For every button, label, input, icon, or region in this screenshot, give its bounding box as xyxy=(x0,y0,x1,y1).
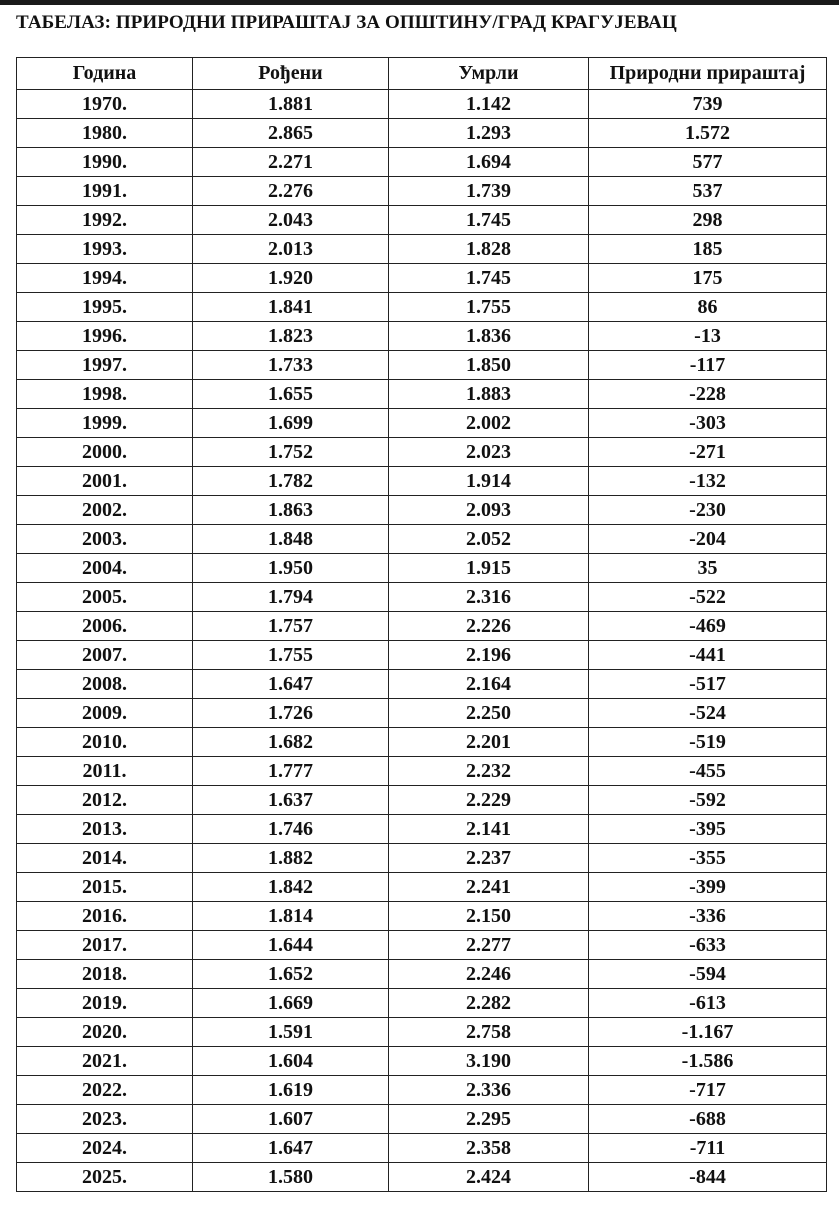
cell-year: 2021. xyxy=(17,1047,193,1076)
cell-natural-increase: -469 xyxy=(589,612,827,641)
cell-natural-increase: -519 xyxy=(589,728,827,757)
table-row xyxy=(17,786,827,815)
cell-deaths: 2.164 xyxy=(389,670,589,699)
cell-natural-increase: -455 xyxy=(589,757,827,786)
table-row xyxy=(17,1163,827,1192)
cell-natural-increase: -633 xyxy=(589,931,827,960)
cell-deaths: 2.141 xyxy=(389,815,589,844)
cell-natural-increase: -441 xyxy=(589,641,827,670)
table-row xyxy=(17,293,827,322)
cell-deaths: 2.226 xyxy=(389,612,589,641)
cell-births: 1.950 xyxy=(193,554,389,583)
cell-year: 2018. xyxy=(17,960,193,989)
cell-deaths: 1.142 xyxy=(389,90,589,119)
table-row xyxy=(17,119,827,148)
cell-natural-increase: -336 xyxy=(589,902,827,931)
cell-deaths: 2.237 xyxy=(389,844,589,873)
cell-natural-increase: -395 xyxy=(589,815,827,844)
cell-deaths: 1.850 xyxy=(389,351,589,380)
cell-deaths: 1.745 xyxy=(389,264,589,293)
cell-deaths: 2.201 xyxy=(389,728,589,757)
table-row xyxy=(17,757,827,786)
cell-deaths: 2.150 xyxy=(389,902,589,931)
cell-year: 1992. xyxy=(17,206,193,235)
cell-births: 1.699 xyxy=(193,409,389,438)
cell-year: 2006. xyxy=(17,612,193,641)
cell-year: 1991. xyxy=(17,177,193,206)
cell-births: 1.863 xyxy=(193,496,389,525)
table-row xyxy=(17,815,827,844)
table-row xyxy=(17,728,827,757)
cell-natural-increase: -399 xyxy=(589,873,827,902)
table-row xyxy=(17,351,827,380)
cell-year: 2014. xyxy=(17,844,193,873)
cell-year: 1970. xyxy=(17,90,193,119)
cell-deaths: 1.836 xyxy=(389,322,589,351)
cell-deaths: 1.914 xyxy=(389,467,589,496)
cell-deaths: 1.739 xyxy=(389,177,589,206)
cell-births: 1.619 xyxy=(193,1076,389,1105)
cell-deaths: 2.246 xyxy=(389,960,589,989)
table-row xyxy=(17,844,827,873)
cell-natural-increase: -230 xyxy=(589,496,827,525)
cell-year: 2008. xyxy=(17,670,193,699)
cell-deaths: 2.229 xyxy=(389,786,589,815)
header-natural-increase: Природни прираштај xyxy=(589,58,827,90)
cell-year: 2009. xyxy=(17,699,193,728)
table-body xyxy=(17,90,827,1192)
table-row xyxy=(17,1018,827,1047)
table-row xyxy=(17,960,827,989)
cell-year: 2016. xyxy=(17,902,193,931)
table-row xyxy=(17,1105,827,1134)
cell-deaths: 2.093 xyxy=(389,496,589,525)
cell-natural-increase: -517 xyxy=(589,670,827,699)
header-deaths: Умрли xyxy=(389,58,589,90)
table-row xyxy=(17,1076,827,1105)
cell-year: 2015. xyxy=(17,873,193,902)
cell-births: 2.013 xyxy=(193,235,389,264)
table-row xyxy=(17,641,827,670)
cell-births: 1.881 xyxy=(193,90,389,119)
cell-year: 2005. xyxy=(17,583,193,612)
cell-year: 2002. xyxy=(17,496,193,525)
cell-natural-increase: 185 xyxy=(589,235,827,264)
table-row xyxy=(17,699,827,728)
cell-year: 1994. xyxy=(17,264,193,293)
cell-births: 1.647 xyxy=(193,1134,389,1163)
cell-year: 1997. xyxy=(17,351,193,380)
cell-births: 1.755 xyxy=(193,641,389,670)
cell-natural-increase: -592 xyxy=(589,786,827,815)
cell-births: 1.746 xyxy=(193,815,389,844)
cell-natural-increase: 1.572 xyxy=(589,119,827,148)
cell-deaths: 2.002 xyxy=(389,409,589,438)
cell-natural-increase: -711 xyxy=(589,1134,827,1163)
cell-year: 2012. xyxy=(17,786,193,815)
table-row xyxy=(17,177,827,206)
table-row xyxy=(17,612,827,641)
cell-year: 2019. xyxy=(17,989,193,1018)
cell-natural-increase: -844 xyxy=(589,1163,827,1192)
cell-year: 2011. xyxy=(17,757,193,786)
cell-births: 1.607 xyxy=(193,1105,389,1134)
cell-natural-increase: -688 xyxy=(589,1105,827,1134)
cell-births: 1.644 xyxy=(193,931,389,960)
cell-year: 1980. xyxy=(17,119,193,148)
cell-natural-increase: -717 xyxy=(589,1076,827,1105)
cell-deaths: 1.745 xyxy=(389,206,589,235)
cell-deaths: 1.883 xyxy=(389,380,589,409)
cell-births: 1.794 xyxy=(193,583,389,612)
cell-year: 2013. xyxy=(17,815,193,844)
cell-year: 2007. xyxy=(17,641,193,670)
cell-natural-increase: -117 xyxy=(589,351,827,380)
cell-year: 1993. xyxy=(17,235,193,264)
cell-births: 1.814 xyxy=(193,902,389,931)
cell-year: 2023. xyxy=(17,1105,193,1134)
cell-deaths: 1.915 xyxy=(389,554,589,583)
table-row xyxy=(17,902,827,931)
cell-deaths: 2.336 xyxy=(389,1076,589,1105)
cell-natural-increase: -594 xyxy=(589,960,827,989)
table-row xyxy=(17,322,827,351)
cell-year: 2017. xyxy=(17,931,193,960)
header-year: Година xyxy=(17,58,193,90)
cell-natural-increase: 86 xyxy=(589,293,827,322)
cell-natural-increase: 298 xyxy=(589,206,827,235)
cell-natural-increase: -303 xyxy=(589,409,827,438)
cell-natural-increase: -522 xyxy=(589,583,827,612)
cell-natural-increase: 577 xyxy=(589,148,827,177)
cell-deaths: 2.758 xyxy=(389,1018,589,1047)
cell-births: 1.777 xyxy=(193,757,389,786)
cell-deaths: 2.282 xyxy=(389,989,589,1018)
cell-births: 1.757 xyxy=(193,612,389,641)
table-row xyxy=(17,90,827,119)
cell-births: 2.865 xyxy=(193,119,389,148)
cell-births: 1.752 xyxy=(193,438,389,467)
cell-deaths: 2.196 xyxy=(389,641,589,670)
table-row xyxy=(17,264,827,293)
table-row xyxy=(17,148,827,177)
header-row xyxy=(17,58,827,90)
cell-deaths: 2.424 xyxy=(389,1163,589,1192)
cell-natural-increase: -132 xyxy=(589,467,827,496)
table-row xyxy=(17,380,827,409)
table-row xyxy=(17,931,827,960)
cell-births: 1.782 xyxy=(193,467,389,496)
cell-births: 1.733 xyxy=(193,351,389,380)
cell-births: 1.682 xyxy=(193,728,389,757)
cell-year: 2000. xyxy=(17,438,193,467)
cell-deaths: 2.052 xyxy=(389,525,589,554)
cell-year: 1999. xyxy=(17,409,193,438)
cell-births: 1.604 xyxy=(193,1047,389,1076)
cell-year: 2003. xyxy=(17,525,193,554)
cell-natural-increase: -524 xyxy=(589,699,827,728)
table-row xyxy=(17,525,827,554)
cell-year: 1996. xyxy=(17,322,193,351)
table-row xyxy=(17,583,827,612)
cell-year: 2024. xyxy=(17,1134,193,1163)
cell-births: 1.823 xyxy=(193,322,389,351)
cell-natural-increase: -355 xyxy=(589,844,827,873)
cell-deaths: 1.828 xyxy=(389,235,589,264)
cell-births: 1.841 xyxy=(193,293,389,322)
cell-year: 1998. xyxy=(17,380,193,409)
cell-births: 1.647 xyxy=(193,670,389,699)
cell-natural-increase: 35 xyxy=(589,554,827,583)
table-row xyxy=(17,496,827,525)
cell-year: 2020. xyxy=(17,1018,193,1047)
cell-natural-increase: -1.167 xyxy=(589,1018,827,1047)
cell-year: 1995. xyxy=(17,293,193,322)
table-row xyxy=(17,467,827,496)
cell-births: 1.726 xyxy=(193,699,389,728)
cell-natural-increase: -271 xyxy=(589,438,827,467)
cell-deaths: 1.694 xyxy=(389,148,589,177)
cell-year: 2022. xyxy=(17,1076,193,1105)
cell-deaths: 2.295 xyxy=(389,1105,589,1134)
cell-births: 1.637 xyxy=(193,786,389,815)
top-border xyxy=(0,0,839,5)
cell-year: 2004. xyxy=(17,554,193,583)
header-births: Рођени xyxy=(193,58,389,90)
cell-natural-increase: -1.586 xyxy=(589,1047,827,1076)
cell-deaths: 2.232 xyxy=(389,757,589,786)
cell-births: 1.882 xyxy=(193,844,389,873)
cell-natural-increase: -204 xyxy=(589,525,827,554)
cell-natural-increase: -228 xyxy=(589,380,827,409)
cell-births: 1.591 xyxy=(193,1018,389,1047)
cell-deaths: 2.316 xyxy=(389,583,589,612)
table-row xyxy=(17,1134,827,1163)
cell-deaths: 1.755 xyxy=(389,293,589,322)
cell-natural-increase: 175 xyxy=(589,264,827,293)
table-row xyxy=(17,438,827,467)
cell-year: 1990. xyxy=(17,148,193,177)
cell-deaths: 1.293 xyxy=(389,119,589,148)
table-row xyxy=(17,873,827,902)
table-title: ТАБЕЛАЗ: ПРИРОДНИ ПРИРАШТАЈ ЗА ОПШТИНУ/ГРАД КРАГУЈЕВАЦ xyxy=(16,12,677,33)
cell-births: 1.842 xyxy=(193,873,389,902)
cell-year: 2010. xyxy=(17,728,193,757)
cell-births: 1.920 xyxy=(193,264,389,293)
cell-births: 1.669 xyxy=(193,989,389,1018)
cell-deaths: 2.358 xyxy=(389,1134,589,1163)
table-row xyxy=(17,554,827,583)
table-row xyxy=(17,235,827,264)
cell-births: 2.276 xyxy=(193,177,389,206)
cell-deaths: 2.250 xyxy=(389,699,589,728)
natural-increase-table xyxy=(16,57,827,1192)
cell-natural-increase: -613 xyxy=(589,989,827,1018)
table-row xyxy=(17,1047,827,1076)
cell-natural-increase: 537 xyxy=(589,177,827,206)
cell-year: 2025. xyxy=(17,1163,193,1192)
cell-births: 1.848 xyxy=(193,525,389,554)
table-row xyxy=(17,206,827,235)
cell-deaths: 3.190 xyxy=(389,1047,589,1076)
cell-deaths: 2.023 xyxy=(389,438,589,467)
cell-births: 2.043 xyxy=(193,206,389,235)
cell-natural-increase: 739 xyxy=(589,90,827,119)
cell-births: 1.655 xyxy=(193,380,389,409)
table-row xyxy=(17,670,827,699)
cell-year: 2001. xyxy=(17,467,193,496)
table-row xyxy=(17,989,827,1018)
cell-births: 2.271 xyxy=(193,148,389,177)
cell-deaths: 2.241 xyxy=(389,873,589,902)
cell-births: 1.652 xyxy=(193,960,389,989)
cell-births: 1.580 xyxy=(193,1163,389,1192)
cell-deaths: 2.277 xyxy=(389,931,589,960)
cell-natural-increase: -13 xyxy=(589,322,827,351)
table-row xyxy=(17,409,827,438)
